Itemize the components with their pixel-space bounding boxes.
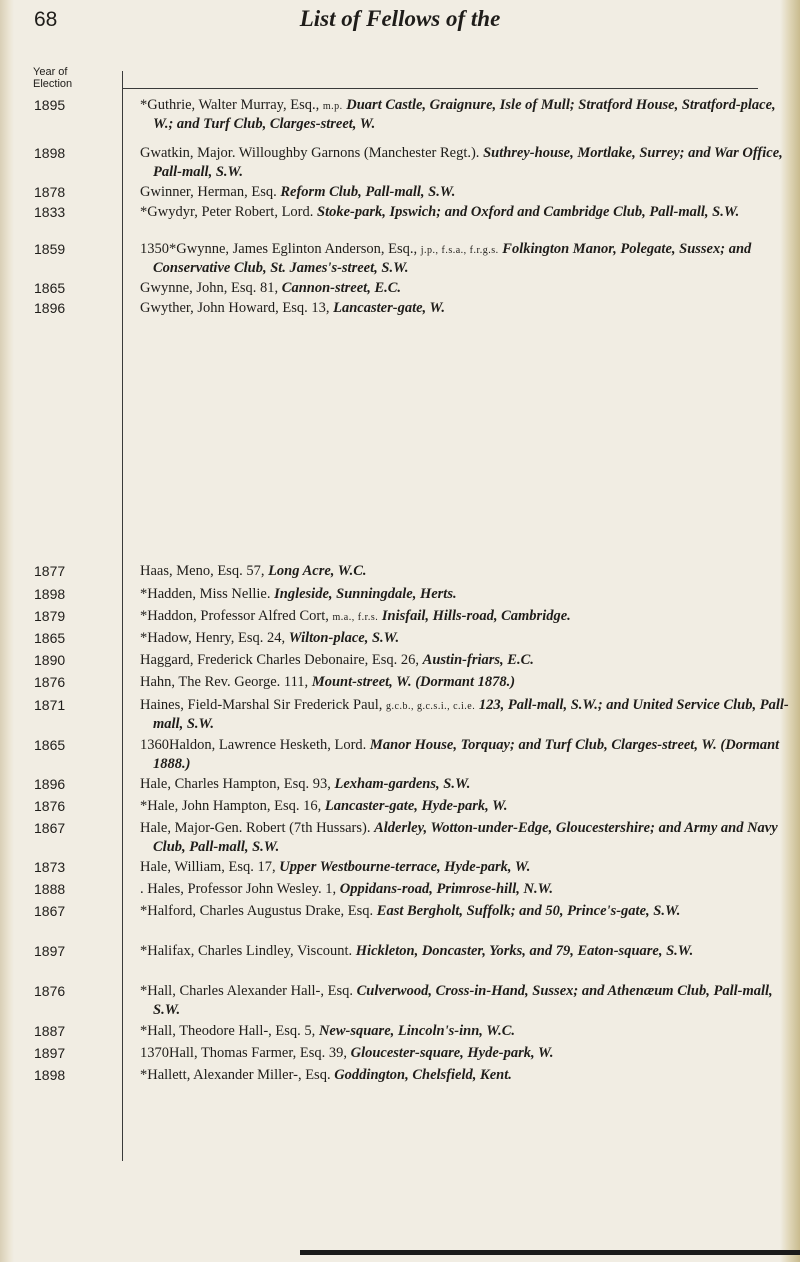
- fellow-name: *Hallett, Alexander Miller-, Esq.: [140, 1067, 335, 1083]
- fellow-address: Lancaster-gate, Hyde-park, W.: [324, 798, 508, 814]
- fellow-entry: [140, 184, 793, 203]
- fellow-name: *Hadow, Henry, Esq. 24,: [140, 630, 289, 646]
- fellow-name: Gwyther, John Howard, Esq. 13,: [140, 300, 334, 316]
- fellow-address: Alderley, Wotton-under-Edge, Gloucestershire; and Army and Navy Club, Pall-mall, S.W.: [153, 820, 778, 855]
- election-year: 1833: [34, 204, 66, 220]
- fellow-honors: m.a., f.r.s.: [332, 612, 379, 623]
- header-rule: [122, 88, 758, 89]
- fellow-entry: [140, 652, 793, 671]
- fellow-address: Folkington Manor, Polegate, Sussex; and Conservative Club, St. James's-street, S.W.: [153, 241, 752, 276]
- fellow-entry: [140, 97, 793, 133]
- election-year: 1877: [34, 563, 66, 579]
- fellow-address: Stoke-park, Ipswich; and Oxford and Cambridge Club, Pall-mall, S.W.: [317, 204, 740, 220]
- fellow-address: Suthrey-house, Mortlake, Surrey; and War Office, Pall-mall, S.W.: [153, 145, 783, 180]
- fellow-address: Upper Westbourne-terrace, Hyde-park, W.: [279, 859, 531, 875]
- fellow-entry: [140, 586, 793, 605]
- fellow-entry: [140, 983, 793, 1019]
- fellow-address: Goddington, Chelsfield, Kent.: [334, 1067, 512, 1083]
- fellow-address: 123, Pall-mall, S.W.; and United Service Club, Pall-mall, S.W.: [153, 697, 789, 732]
- fellow-entry: [140, 776, 793, 795]
- fellow-entry: [140, 630, 793, 649]
- fellow-entry: [140, 903, 793, 922]
- fellow-address: Manor House, Torquay; and Turf Club, Clarges-street, W. (Dormant 1888.): [153, 737, 780, 772]
- fellow-name: *Halifax, Charles Lindley, Viscount.: [140, 943, 356, 959]
- election-year: 1898: [34, 586, 66, 602]
- fellow-entry: [140, 1045, 793, 1064]
- election-year: 1887: [34, 1023, 66, 1039]
- fellow-address: Gloucester-square, Hyde-park, W.: [350, 1045, 554, 1061]
- election-year: 1888: [34, 881, 66, 897]
- election-year: 1859: [34, 241, 66, 257]
- running-title: List of Fellows of the: [299, 6, 501, 31]
- fellow-name: Gwatkin, Major. Willoughby Garnons (Manchester Regt.).: [140, 145, 484, 161]
- election-year: 1896: [34, 300, 66, 316]
- fellow-entry: [140, 1023, 793, 1042]
- fellow-name: Gwinner, Herman, Esq.: [140, 184, 281, 200]
- fellow-entry: [140, 820, 793, 856]
- column-heading-line1: Year of: [33, 66, 68, 78]
- election-year: 1878: [34, 184, 66, 200]
- page-number: 68: [34, 8, 58, 31]
- fellow-address: Oppidans-road, Primrose-hill, N.W.: [339, 881, 554, 897]
- election-year: 1898: [34, 145, 66, 161]
- fellow-name: Hale, William, Esq. 17,: [140, 859, 280, 875]
- page-edge-left: [0, 0, 14, 1262]
- election-year: 1876: [34, 674, 66, 690]
- election-year: 1876: [34, 983, 66, 999]
- fellow-name: *Halford, Charles Augustus Drake, Esq.: [140, 903, 377, 919]
- election-year: 1897: [34, 943, 66, 959]
- election-year: 1890: [34, 652, 66, 668]
- fellow-entry: [140, 1067, 793, 1086]
- fellow-entry: [140, 608, 793, 627]
- election-year: 1896: [34, 776, 66, 792]
- fellow-name: 1350*Gwynne, James Eglinton Anderson, Esq.,: [140, 241, 421, 257]
- fellow-name: Hale, Charles Hampton, Esq. 93,: [140, 776, 335, 792]
- fellow-address: Long Acre, W.C.: [268, 563, 367, 579]
- fellow-name: Hahn, The Rev. George. 111,: [140, 674, 312, 690]
- fellow-honors: g.c.b., g.c.s.i., c.i.e.: [386, 701, 476, 712]
- fellow-name: Hale, Major-Gen. Robert (7th Hussars).: [140, 820, 375, 836]
- election-year: 1873: [34, 859, 66, 875]
- election-year: 1867: [34, 903, 66, 919]
- fellow-entry: [140, 204, 793, 223]
- fellow-entry: [140, 300, 793, 319]
- fellow-name: Gwynne, John, Esq. 81,: [140, 280, 282, 296]
- fellow-address: Cannon-street, E.C.: [281, 280, 402, 296]
- fellow-entry: [140, 798, 793, 817]
- bottom-rule: [300, 1250, 800, 1255]
- election-year: 1895: [34, 97, 66, 113]
- fellow-entry: [140, 943, 793, 962]
- fellow-entry: [140, 674, 793, 693]
- fellow-entry: [140, 859, 793, 878]
- election-year: 1898: [34, 1067, 66, 1083]
- election-year: 1865: [34, 280, 66, 296]
- fellow-name: *Hall, Charles Alexander Hall-, Esq.: [140, 983, 357, 999]
- fellow-address: Ingleside, Sunningdale, Herts.: [274, 586, 457, 602]
- year-of-election-heading: [33, 66, 72, 90]
- fellow-entry: [140, 241, 793, 277]
- fellow-address: Wilton-place, S.W.: [288, 630, 400, 646]
- fellow-address: New-square, Lincoln's-inn, W.C.: [318, 1023, 515, 1039]
- fellow-address: Lexham-gardens, S.W.: [334, 776, 471, 792]
- fellow-address: Mount-street, W. (Dormant 1878.): [311, 674, 516, 690]
- fellow-entry: [140, 563, 793, 582]
- fellow-address: Culverwood, Cross-in-Hand, Sussex; and Athenæum Club, Pall-mall, S.W.: [153, 983, 773, 1018]
- fellow-name: Haines, Field-Marshal Sir Frederick Paul,: [140, 697, 387, 713]
- fellow-name: 1360Haldon, Lawrence Hesketh, Lord.: [140, 737, 370, 753]
- election-year: 1871: [34, 697, 66, 713]
- fellow-honors: m.p.: [322, 101, 343, 112]
- fellow-name: *Hadden, Miss Nellie.: [140, 586, 275, 602]
- election-year: 1876: [34, 798, 66, 814]
- fellow-name: *Gwydyr, Peter Robert, Lord.: [140, 204, 318, 220]
- fellow-entry: [140, 881, 793, 900]
- column-heading-line2: Election: [33, 78, 73, 90]
- fellow-name: *Haddon, Professor Alfred Cort,: [140, 608, 333, 624]
- election-year: 1867: [34, 820, 66, 836]
- fellow-address: Lancaster-gate, W.: [333, 300, 445, 316]
- fellow-name: *Guthrie, Walter Murray, Esq.,: [140, 97, 323, 113]
- fellow-name: . Hales, Professor John Wesley. 1,: [140, 881, 340, 897]
- fellow-honors: j.p., f.s.a., f.r.g.s.: [420, 245, 499, 256]
- election-year: 1897: [34, 1045, 66, 1061]
- fellow-entry: [140, 737, 793, 773]
- fellow-address: Inisfail, Hills-road, Cambridge.: [381, 608, 571, 624]
- fellow-address: Austin-friars, E.C.: [422, 652, 534, 668]
- election-year: 1879: [34, 608, 66, 624]
- fellow-name: 1370Hall, Thomas Farmer, Esq. 39,: [140, 1045, 351, 1061]
- election-year: 1865: [34, 630, 66, 646]
- election-year: 1865: [34, 737, 66, 753]
- fellow-entry: [140, 697, 793, 733]
- fellow-entry: [140, 280, 793, 299]
- fellow-address: Reform Club, Pall-mall, S.W.: [280, 184, 456, 200]
- fellow-name: *Hale, John Hampton, Esq. 16,: [140, 798, 325, 814]
- fellow-name: Haggard, Frederick Charles Debonaire, Esq. 26,: [140, 652, 423, 668]
- fellow-name: Haas, Meno, Esq. 57,: [140, 563, 269, 579]
- fellow-address: East Bergholt, Suffolk; and 50, Prince's-gate, S.W.: [376, 903, 681, 919]
- fellow-address: Hickleton, Doncaster, Yorks, and 79, Eaton-square, S.W.: [355, 943, 694, 959]
- fellow-address: Duart Castle, Graignure, Isle of Mull; Stratford House, Stratford-place, W.; and Turf Club, Clarges-street, W.: [153, 97, 776, 132]
- fellow-name: *Hall, Theodore Hall-, Esq. 5,: [140, 1023, 319, 1039]
- column-rule: [122, 71, 123, 1161]
- fellow-entry: [140, 145, 793, 181]
